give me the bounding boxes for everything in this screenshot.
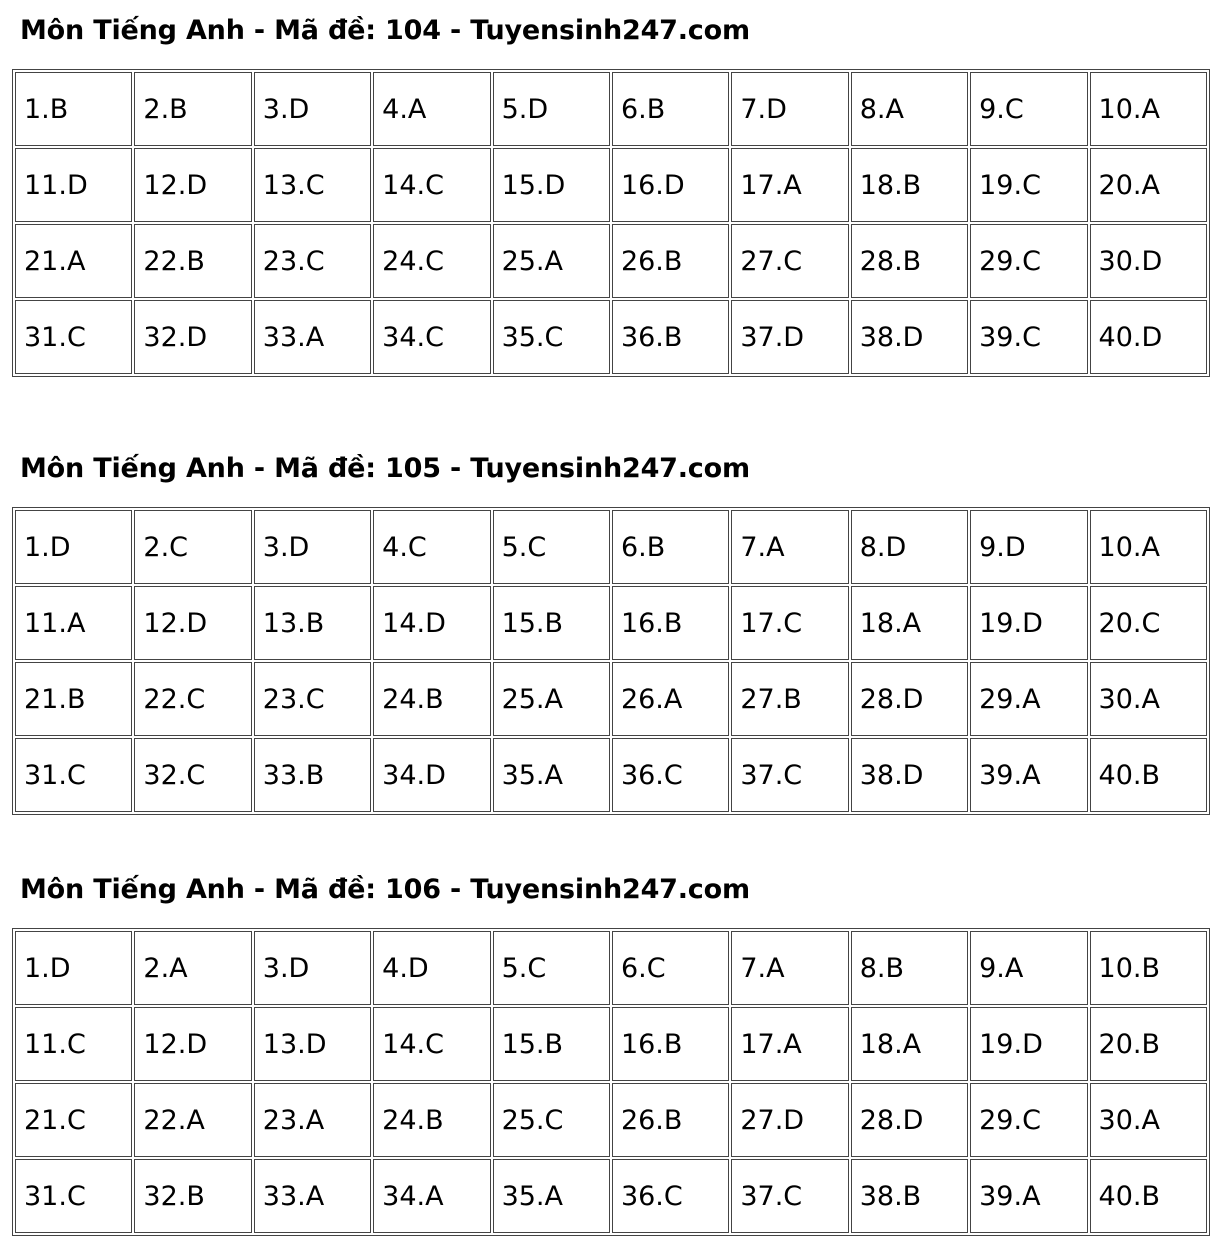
answer-cell: 16.B bbox=[612, 1007, 729, 1081]
answer-cell: 33.A bbox=[254, 300, 371, 374]
answer-cell: 2.A bbox=[134, 931, 251, 1005]
table-row bbox=[15, 224, 1207, 298]
answer-cell: 14.C bbox=[373, 148, 490, 222]
answer-cell: 18.A bbox=[851, 1007, 968, 1081]
answer-cell: 7.A bbox=[731, 931, 848, 1005]
answer-cell: 21.C bbox=[15, 1083, 132, 1157]
answer-cell: 22.A bbox=[134, 1083, 251, 1157]
answer-cell: 37.C bbox=[731, 738, 848, 812]
answer-cell: 27.D bbox=[731, 1083, 848, 1157]
answer-cell: 7.A bbox=[731, 510, 848, 584]
answer-cell: 8.A bbox=[851, 72, 968, 146]
answer-table bbox=[12, 69, 1210, 377]
answer-cell: 36.C bbox=[612, 1159, 729, 1233]
answer-cell: 22.B bbox=[134, 224, 251, 298]
answer-cell: 19.C bbox=[970, 148, 1087, 222]
answer-cell: 26.B bbox=[612, 1083, 729, 1157]
answer-cell: 9.D bbox=[970, 510, 1087, 584]
answer-cell: 13.C bbox=[254, 148, 371, 222]
answer-cell: 10.A bbox=[1090, 72, 1207, 146]
answer-cell: 17.A bbox=[731, 1007, 848, 1081]
answer-cell: 32.B bbox=[134, 1159, 251, 1233]
answer-cell: 29.A bbox=[970, 662, 1087, 736]
answer-cell: 1.D bbox=[15, 510, 132, 584]
answer-cell: 34.A bbox=[373, 1159, 490, 1233]
answer-cell: 9.C bbox=[970, 72, 1087, 146]
table-row bbox=[15, 72, 1207, 146]
answer-cell: 28.D bbox=[851, 662, 968, 736]
answer-cell: 13.D bbox=[254, 1007, 371, 1081]
answer-cell: 13.B bbox=[254, 586, 371, 660]
answer-cell: 20.B bbox=[1090, 1007, 1207, 1081]
answer-cell: 10.A bbox=[1090, 510, 1207, 584]
answer-cell: 27.C bbox=[731, 224, 848, 298]
answer-cell: 40.B bbox=[1090, 738, 1207, 812]
answer-cell: 1.B bbox=[15, 72, 132, 146]
answer-cell: 5.C bbox=[493, 510, 610, 584]
answer-cell: 12.D bbox=[134, 586, 251, 660]
answer-cell: 30.D bbox=[1090, 224, 1207, 298]
table-row bbox=[15, 148, 1207, 222]
answer-cell: 21.B bbox=[15, 662, 132, 736]
answer-cell: 26.A bbox=[612, 662, 729, 736]
answer-cell: 2.C bbox=[134, 510, 251, 584]
answer-cell: 16.B bbox=[612, 586, 729, 660]
answer-cell: 33.A bbox=[254, 1159, 371, 1233]
answer-cell: 3.D bbox=[254, 931, 371, 1005]
answer-cell: 10.B bbox=[1090, 931, 1207, 1005]
answer-cell: 17.C bbox=[731, 586, 848, 660]
answer-cell: 29.C bbox=[970, 1083, 1087, 1157]
answer-cell: 4.A bbox=[373, 72, 490, 146]
answer-cell: 23.C bbox=[254, 224, 371, 298]
answer-cell: 32.D bbox=[134, 300, 251, 374]
table-row bbox=[15, 1007, 1207, 1081]
answer-cell: 12.D bbox=[134, 148, 251, 222]
answer-cell: 21.A bbox=[15, 224, 132, 298]
section-title: Môn Tiếng Anh - Mã đề: 106 - Tuyensinh247.com bbox=[20, 874, 750, 905]
answer-cell: 38.D bbox=[851, 738, 968, 812]
answer-cell: 37.C bbox=[731, 1159, 848, 1233]
answer-cell: 11.D bbox=[15, 148, 132, 222]
answer-cell: 36.C bbox=[612, 738, 729, 812]
answer-cell: 15.D bbox=[493, 148, 610, 222]
table-row bbox=[15, 931, 1207, 1005]
answer-cell: 24.B bbox=[373, 1083, 490, 1157]
section-title: Môn Tiếng Anh - Mã đề: 104 - Tuyensinh247.com bbox=[20, 15, 750, 46]
answer-cell: 23.C bbox=[254, 662, 371, 736]
answer-cell: 11.A bbox=[15, 586, 132, 660]
answer-cell: 17.A bbox=[731, 148, 848, 222]
answer-cell: 20.C bbox=[1090, 586, 1207, 660]
answer-cell: 30.A bbox=[1090, 662, 1207, 736]
answer-cell: 4.D bbox=[373, 931, 490, 1005]
table-row bbox=[15, 510, 1207, 584]
answer-cell: 23.A bbox=[254, 1083, 371, 1157]
answer-cell: 28.D bbox=[851, 1083, 968, 1157]
answer-cell: 31.C bbox=[15, 738, 132, 812]
answer-cell: 40.B bbox=[1090, 1159, 1207, 1233]
answer-cell: 3.D bbox=[254, 72, 371, 146]
answer-cell: 6.C bbox=[612, 931, 729, 1005]
answer-cell: 16.D bbox=[612, 148, 729, 222]
answer-cell: 24.B bbox=[373, 662, 490, 736]
answer-cell: 15.B bbox=[493, 1007, 610, 1081]
answer-cell: 40.D bbox=[1090, 300, 1207, 374]
table-row bbox=[15, 738, 1207, 812]
answer-cell: 7.D bbox=[731, 72, 848, 146]
answer-cell: 26.B bbox=[612, 224, 729, 298]
answer-cell: 29.C bbox=[970, 224, 1087, 298]
answer-cell: 25.A bbox=[493, 662, 610, 736]
answer-cell: 6.B bbox=[612, 72, 729, 146]
table-row bbox=[15, 1159, 1207, 1233]
answer-cell: 2.B bbox=[134, 72, 251, 146]
answer-table bbox=[12, 928, 1210, 1236]
answer-cell: 39.A bbox=[970, 1159, 1087, 1233]
answer-cell: 14.C bbox=[373, 1007, 490, 1081]
answer-cell: 34.C bbox=[373, 300, 490, 374]
answer-cell: 31.C bbox=[15, 300, 132, 374]
table-row bbox=[15, 300, 1207, 374]
answer-cell: 37.D bbox=[731, 300, 848, 374]
answer-cell: 18.B bbox=[851, 148, 968, 222]
answer-cell: 35.C bbox=[493, 300, 610, 374]
table-row bbox=[15, 1083, 1207, 1157]
answer-cell: 14.D bbox=[373, 586, 490, 660]
answer-cell: 25.C bbox=[493, 1083, 610, 1157]
answer-cell: 12.D bbox=[134, 1007, 251, 1081]
answer-cell: 5.D bbox=[493, 72, 610, 146]
answer-cell: 1.D bbox=[15, 931, 132, 1005]
answer-cell: 11.C bbox=[15, 1007, 132, 1081]
table-row bbox=[15, 662, 1207, 736]
answer-cell: 19.D bbox=[970, 1007, 1087, 1081]
answer-cell: 33.B bbox=[254, 738, 371, 812]
answer-cell: 34.D bbox=[373, 738, 490, 812]
answer-cell: 38.D bbox=[851, 300, 968, 374]
answer-cell: 31.C bbox=[15, 1159, 132, 1233]
answer-cell: 22.C bbox=[134, 662, 251, 736]
answer-cell: 39.C bbox=[970, 300, 1087, 374]
answer-cell: 27.B bbox=[731, 662, 848, 736]
answer-cell: 20.A bbox=[1090, 148, 1207, 222]
answer-cell: 18.A bbox=[851, 586, 968, 660]
answer-table bbox=[12, 507, 1210, 815]
answer-cell: 5.C bbox=[493, 931, 610, 1005]
answer-cell: 6.B bbox=[612, 510, 729, 584]
answer-cell: 36.B bbox=[612, 300, 729, 374]
answer-cell: 4.C bbox=[373, 510, 490, 584]
answer-cell: 25.A bbox=[493, 224, 610, 298]
answer-cell: 39.A bbox=[970, 738, 1087, 812]
answer-cell: 38.B bbox=[851, 1159, 968, 1233]
answer-cell: 35.A bbox=[493, 1159, 610, 1233]
answer-cell: 3.D bbox=[254, 510, 371, 584]
answer-cell: 15.B bbox=[493, 586, 610, 660]
answer-cell: 19.D bbox=[970, 586, 1087, 660]
answer-cell: 8.D bbox=[851, 510, 968, 584]
section-title: Môn Tiếng Anh - Mã đề: 105 - Tuyensinh247.com bbox=[20, 453, 750, 484]
answer-cell: 28.B bbox=[851, 224, 968, 298]
answer-cell: 9.A bbox=[970, 931, 1087, 1005]
answer-cell: 30.A bbox=[1090, 1083, 1207, 1157]
answer-cell: 35.A bbox=[493, 738, 610, 812]
answer-cell: 32.C bbox=[134, 738, 251, 812]
table-row bbox=[15, 586, 1207, 660]
answer-cell: 24.C bbox=[373, 224, 490, 298]
answer-cell: 8.B bbox=[851, 931, 968, 1005]
